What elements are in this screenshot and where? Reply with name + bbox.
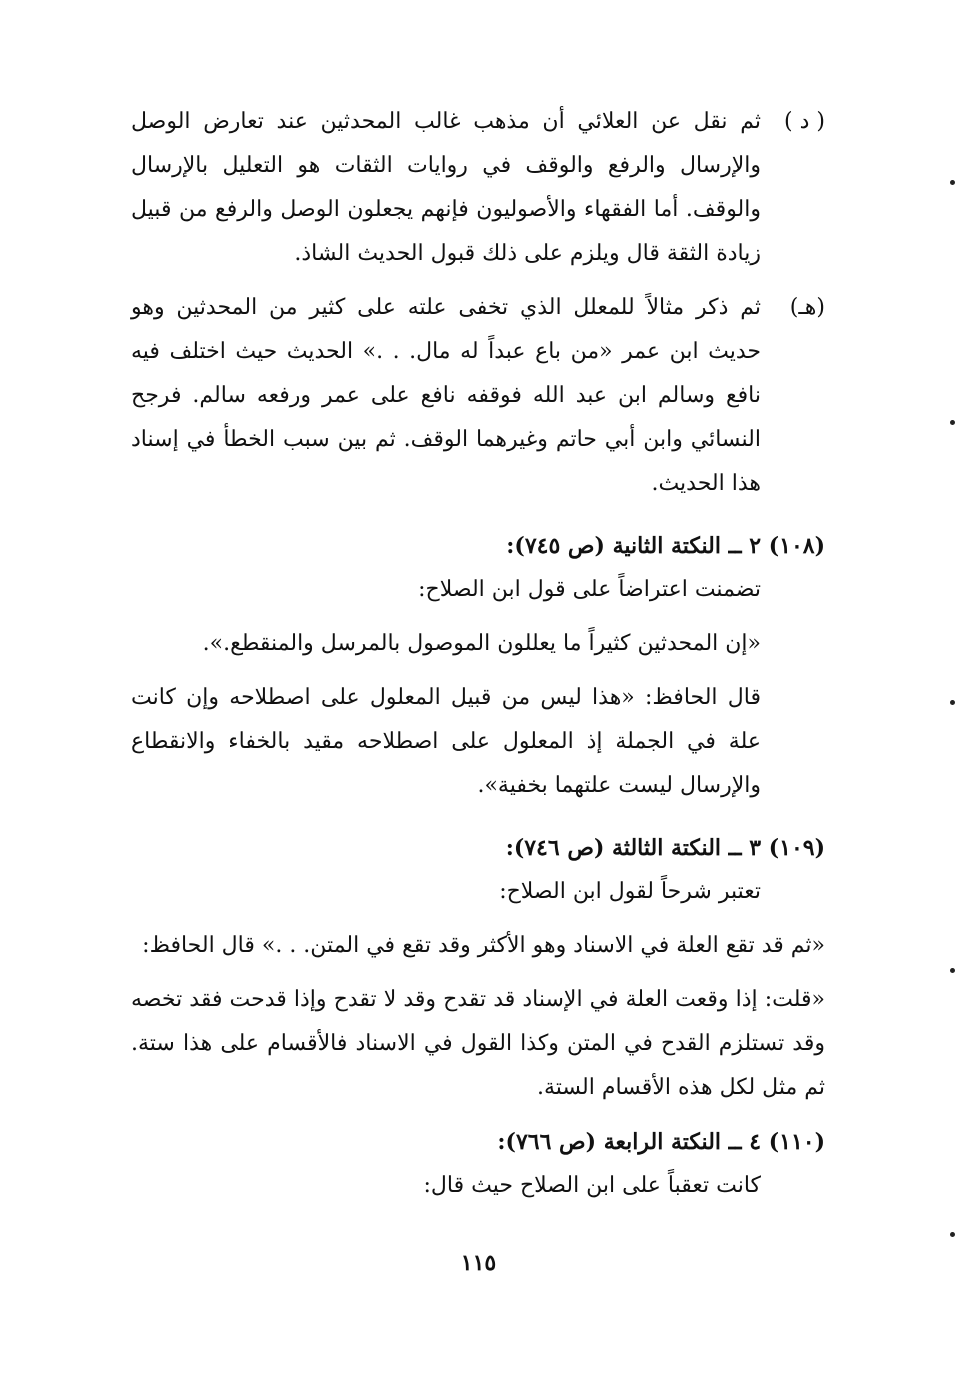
list-item [131,286,825,506]
scan-mark [950,420,955,425]
section-heading: (١١٠) ٤ ــ النكتة الرابعة (ص ٧٦٦): [497,1129,825,1155]
section-intro: كانت تعقباً على ابن الصلاح حيث قال: [423,1173,761,1198]
scan-mark [950,1232,955,1237]
section-heading: (١٠٩) ٣ ــ النكتة الثالثة (ص ٧٤٦): [505,835,825,861]
item-marker: ( د ) [784,109,825,134]
scan-mark [950,180,955,185]
list-item [131,100,825,276]
scan-mark [950,700,955,705]
section-intro: تعتبر شرحاً لقول ابن الصلاح: [499,879,761,904]
section-108 [131,524,825,808]
section-109 [131,826,825,1110]
quote-paragraph: «إن المحدثين كثيراً ما يعللون الموصول بالمرسل والمنقطع.». [202,631,761,656]
item-text: ثم نقل عن العلائي أن مذهب غالب المحدثين عند تعارض الوصل والإرسال والرفع والوقف في روايات الثقات هو التعليل بالإرسال والوقف. أما الفقهاء والأصوليون فإنهم يجعلون الوصل والرفع من قبيل زيادة الثقة قال ويلزم على ذلك قبول الحديث الشاذ. [131,109,761,266]
item-text: ثم ذكر مثالاً للمعلل الذي تخفى علته على كثير من المحدثين وهو حديث ابن عمر «من باع عبداً له مال. . .» الحديث حيث اختلف فيه نافع وسالم ابن عبد الله فوقفه نافع على عمر ورفعه سالم. فرجح النسائي وابن أبي حاتم وغيرهما الوقف. ثم بين سبب الخطأ في إسناد هذا الحديث. [131,295,761,496]
section-heading: (١٠٨) ٢ ــ النكتة الثانية (ص ٧٤٥): [506,533,825,559]
page-number: ١١٥ [460,1250,497,1276]
scan-mark [950,968,955,973]
quote-paragraph: «ثم قد تقع العلة في الاسناد وهو الأكثر وقد تقع في المتن. . .» قال الحافظ: [142,933,825,958]
section-110 [131,1120,825,1208]
page-body [131,100,825,1208]
section-intro: تضمنت اعتراضاً على قول ابن الصلاح: [418,577,761,602]
body-paragraph: «قلت: إذا وقعت العلة في الإسناد قد تقدح وقد لا تقدح وإذا قدحت فقد تخصه وقد تستلزم القدح في المتن وكذا القول في الاسناد فالأقسام على هذا ستة. ثم مثل لكل هذه الأقسام الستة. [131,987,825,1100]
item-marker: (هـ) [789,295,825,320]
body-paragraph: قال الحافظ: «هذا ليس من قبيل المعلول على اصطلاحه وإن كانت علة في الجملة إذ المعلول على اصطلاحه مقيد بالخفاء والانقطاع والإرسال ليست علتهما بخفية». [131,685,761,798]
